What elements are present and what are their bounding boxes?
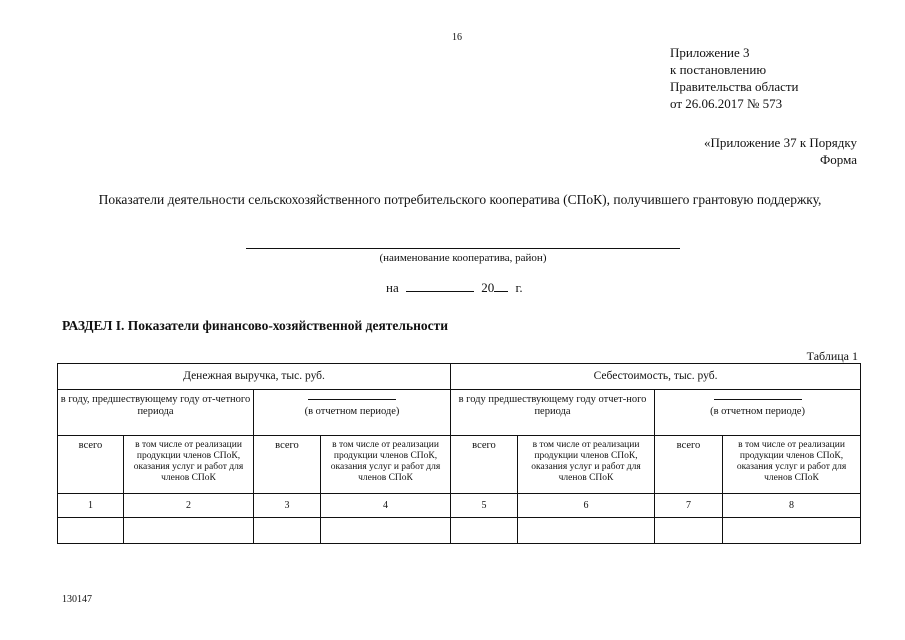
column-header: в том числе от реализации продукции членов СПоК, оказания услуг и работ для членов СПоК bbox=[518, 436, 655, 494]
period-header-text: (в отчетном периоде) bbox=[304, 406, 400, 417]
period-header bbox=[254, 390, 451, 436]
column-number: 4 bbox=[321, 494, 451, 518]
page-number: 16 bbox=[452, 32, 462, 43]
input-cell[interactable] bbox=[518, 518, 655, 544]
input-cell[interactable] bbox=[254, 518, 321, 544]
input-cell[interactable] bbox=[124, 518, 254, 544]
form-label: Форма bbox=[820, 152, 857, 167]
column-number: 6 bbox=[518, 494, 655, 518]
group-header-revenue: Денежная выручка, тыс. руб. bbox=[58, 364, 451, 390]
input-cell[interactable] bbox=[58, 518, 124, 544]
column-header: всего bbox=[254, 436, 321, 494]
period-header-text: (в отчетном периоде) bbox=[710, 406, 805, 417]
cooperative-name-caption: (наименование кооператива, район) bbox=[379, 252, 547, 264]
input-cell[interactable] bbox=[451, 518, 518, 544]
column-header: в том числе от реализации продукции членов СПоК, оказания услуг и работ для членов СПоК bbox=[124, 436, 254, 494]
footer-code: 130147 bbox=[62, 594, 92, 605]
period-year-blank[interactable] bbox=[494, 290, 508, 292]
column-number: 1 bbox=[58, 494, 124, 518]
period-suffix: г. bbox=[515, 280, 523, 295]
period-prefix: на bbox=[386, 280, 399, 295]
column-number: 8 bbox=[723, 494, 861, 518]
table-label: Таблица 1 bbox=[806, 349, 858, 363]
column-header: всего bbox=[655, 436, 723, 494]
period-header: в году, предшествующему году от-четного периода bbox=[58, 390, 254, 436]
column-header: всего bbox=[451, 436, 518, 494]
input-cell[interactable] bbox=[655, 518, 723, 544]
indicators-table bbox=[57, 363, 861, 544]
appendix-line: от 26.06.2017 № 573 bbox=[670, 96, 783, 111]
group-header-cost: Себестоимость, тыс. руб. bbox=[451, 364, 861, 390]
period-date-blank[interactable] bbox=[406, 290, 474, 292]
report-period bbox=[386, 280, 523, 296]
appendix-line: к постановлению bbox=[670, 62, 767, 77]
reference-block bbox=[704, 134, 857, 168]
cooperative-name-line[interactable] bbox=[246, 248, 680, 249]
period-header bbox=[655, 390, 861, 436]
input-cell[interactable] bbox=[723, 518, 861, 544]
page-title: Показатели деятельности сельскохозяйственного потребительского кооператива (СПоК), получившего грантовую поддержку, bbox=[98, 192, 822, 207]
column-number: 2 bbox=[124, 494, 254, 518]
section-heading: РАЗДЕЛ I. Показатели финансово-хозяйственной деятельности bbox=[62, 318, 449, 333]
column-number: 3 bbox=[254, 494, 321, 518]
column-number: 7 bbox=[655, 494, 723, 518]
column-number: 5 bbox=[451, 494, 518, 518]
appendix-line: Приложение 3 bbox=[670, 45, 750, 60]
reference-line: «Приложение 37 к Порядку bbox=[704, 135, 857, 150]
appendix-line: Правительства области bbox=[670, 79, 799, 94]
period-year: 20 bbox=[481, 280, 495, 295]
column-header: в том числе от реализации продукции членов СПоК, оказания услуг и работ для членов СПоК bbox=[723, 436, 861, 494]
period-header: в году предшествующему году отчет-ного периода bbox=[451, 390, 655, 436]
column-header: в том числе от реализации продукции членов СПоК, оказания услуг и работ для членов СПоК bbox=[321, 436, 451, 494]
appendix-block bbox=[670, 44, 799, 112]
column-header: всего bbox=[58, 436, 124, 494]
input-cell[interactable] bbox=[321, 518, 451, 544]
